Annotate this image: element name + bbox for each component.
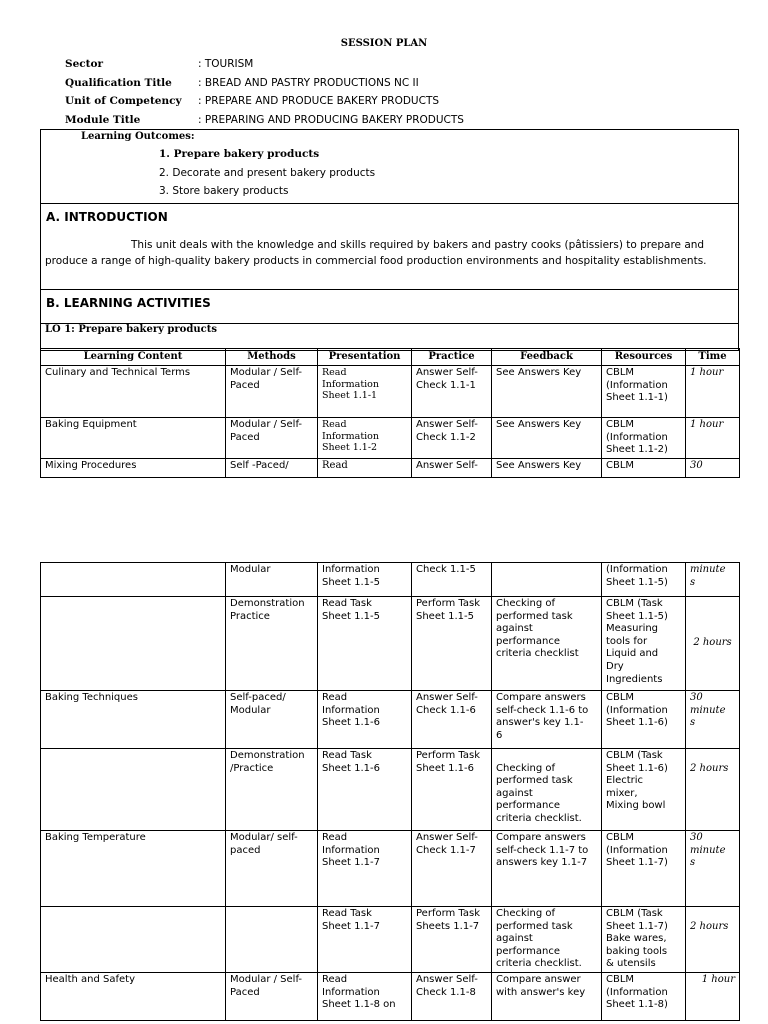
table-cell: Answer Self- Check 1.1-1	[412, 366, 492, 418]
table-cell: Modular / Self- Paced	[226, 366, 318, 418]
meta-row-unit	[65, 92, 464, 111]
meta-value: : BREAD AND PASTRY PRODUCTIONS NC II	[198, 76, 419, 89]
table-cell: Perform Task Sheets 1.1-7	[412, 907, 492, 973]
table-cell: Mixing Procedures	[41, 458, 226, 477]
session-plan-title: SESSION PLAN	[340, 38, 428, 49]
table-cell: CBLM (Information Sheet 1.1-7)	[602, 831, 686, 907]
table-cell	[41, 563, 226, 597]
table-cell: Baking Techniques	[41, 691, 226, 749]
table-row	[41, 597, 740, 691]
table-cell: Modular/ self- paced	[226, 831, 318, 907]
list-item: 2. Decorate and present bakery products	[159, 166, 376, 179]
table-header-row	[41, 349, 740, 366]
table-row	[41, 458, 740, 477]
table-cell: Health and Safety	[41, 972, 226, 1020]
table-row	[41, 691, 740, 749]
table-cell: Compare answers self-check 1.1-6 to answer's key 1.1- 6	[492, 691, 602, 749]
table-cell: Baking Equipment	[41, 418, 226, 459]
table-cell: Read Information Sheet 1.1-7	[318, 831, 412, 907]
table-cell: Check 1.1-5	[412, 563, 492, 597]
learning-outcomes-list	[159, 148, 375, 204]
column-header: Practice	[412, 349, 492, 366]
table-cell: Read Information Sheet 1.1-8 on	[318, 972, 412, 1020]
table-row	[41, 418, 740, 459]
table-cell	[41, 597, 226, 691]
table-cell: Compare answers self-check 1.1-7 to answers key 1.1-7	[492, 831, 602, 907]
table-cell: Checking of performed task against performance criteria checklist.	[492, 907, 602, 973]
table-row	[41, 366, 740, 418]
lo1-heading: LO 1: Prepare bakery products	[45, 324, 217, 335]
list-item: 3. Store bakery products	[159, 185, 289, 197]
table-cell	[492, 563, 602, 597]
table-cell: 1 hour	[686, 366, 740, 418]
table-cell: 1 hour	[686, 972, 740, 1020]
table-cell: CBLM (Information Sheet 1.1-2)	[602, 418, 686, 459]
table-cell: 2 hours	[686, 907, 740, 973]
table-cell: (Information Sheet 1.1-5)	[602, 563, 686, 597]
table-cell: Information Sheet 1.1-5	[318, 563, 412, 597]
activities-table-page2	[40, 562, 740, 1021]
meta-label: Unit of Competency	[65, 95, 182, 108]
meta-row-module	[65, 111, 464, 130]
meta-value: : PREPARING AND PRODUCING BAKERY PRODUCTS	[198, 114, 464, 127]
lo1-section	[41, 324, 738, 350]
table-cell: Answer Self- Check 1.1-2	[412, 418, 492, 459]
table-row	[41, 563, 740, 597]
table-cell: Read	[318, 458, 412, 477]
meta-row-qualification	[65, 74, 464, 93]
table-cell: 2 hours	[686, 597, 740, 691]
meta-label: Sector	[65, 58, 104, 71]
table-cell: minute s	[686, 563, 740, 597]
table-row	[41, 907, 740, 973]
table-cell: CBLM (Information Sheet 1.1-6)	[602, 691, 686, 749]
meta-block	[65, 55, 464, 129]
table-cell: CBLM (Task Sheet 1.1-5) Measuring tools for Liquid and Dry Ingredients	[602, 597, 686, 691]
table-cell: Read Information Sheet 1.1-2	[318, 418, 412, 459]
table-cell: Modular / Self- Paced	[226, 972, 318, 1020]
table-cell: 30 minute s	[686, 831, 740, 907]
column-header: Feedback	[492, 349, 602, 366]
table-cell: Perform Task Sheet 1.1-6	[412, 749, 492, 831]
meta-row-sector	[65, 55, 464, 74]
introduction-heading: A. INTRODUCTION	[46, 210, 168, 224]
table-cell: CBLM (Information Sheet 1.1-1)	[602, 366, 686, 418]
meta-value: : PREPARE AND PRODUCE BAKERY PRODUCTS	[198, 95, 440, 108]
table-cell: 30	[686, 458, 740, 477]
table-cell: Read Task Sheet 1.1-6	[318, 749, 412, 831]
table-cell: Culinary and Technical Terms	[41, 366, 226, 418]
table-cell	[41, 749, 226, 831]
activities-table-page1	[40, 348, 740, 478]
table-cell: Read Information Sheet 1.1-1	[318, 366, 412, 418]
table-cell: Read Information Sheet 1.1-6	[318, 691, 412, 749]
table-cell: Read Task Sheet 1.1-7	[318, 907, 412, 973]
table-cell: CBLM	[602, 458, 686, 477]
learning-outcomes-heading: Learning Outcomes:	[81, 131, 195, 142]
table-cell: Perform Task Sheet 1.1-5	[412, 597, 492, 691]
table-cell: Self -Paced/	[226, 458, 318, 477]
learning-activities-heading: B. LEARNING ACTIVITIES	[46, 296, 211, 310]
column-header: Presentation	[318, 349, 412, 366]
table-cell: Compare answer with answer's key	[492, 972, 602, 1020]
table-row	[41, 972, 740, 1020]
table-cell: CBLM (Task Sheet 1.1-6) Electric mixer, Mixing bowl	[602, 749, 686, 831]
table-cell: Self-paced/ Modular	[226, 691, 318, 749]
introduction-section	[41, 204, 738, 290]
table-cell	[226, 907, 318, 973]
table-cell: See Answers Key	[492, 418, 602, 459]
table-cell: 2 hours	[686, 749, 740, 831]
list-item: 1. Prepare bakery products	[159, 148, 320, 160]
table-cell: Checking of performed task against performance criteria checklist.	[492, 749, 602, 831]
table-cell: Read Task Sheet 1.1-5	[318, 597, 412, 691]
table-cell: Checking of performed task against performance criteria checklist	[492, 597, 602, 691]
meta-label: Qualification Title	[65, 76, 172, 89]
table-cell: Answer Self-	[412, 458, 492, 477]
table-cell: See Answers Key	[492, 458, 602, 477]
table-cell: Demonstration /Practice	[226, 749, 318, 831]
table-cell: Baking Temperature	[41, 831, 226, 907]
column-header: Methods	[226, 349, 318, 366]
table-row	[41, 831, 740, 907]
introduction-text: This unit deals with the knowledge and skills required by bakers and pastry cooks (pâtissiers) to prepare and produce a range of high-quality bakery products in commercial food production environments and hospitality establishments.	[45, 239, 707, 267]
table-cell: 1 hour	[686, 418, 740, 459]
table-cell: Answer Self- Check 1.1-6	[412, 691, 492, 749]
table-cell: Modular / Self- Paced	[226, 418, 318, 459]
table-cell: CBLM (Information Sheet 1.1-8)	[602, 972, 686, 1020]
column-header: Learning Content	[41, 349, 226, 366]
table-cell: CBLM (Task Sheet 1.1-7) Bake wares, baking tools & utensils	[602, 907, 686, 973]
table-cell: Answer Self- Check 1.1-8	[412, 972, 492, 1020]
table-cell: Demonstration Practice	[226, 597, 318, 691]
table-row	[41, 749, 740, 831]
table-cell: 30 minute s	[686, 691, 740, 749]
session-outline-box	[40, 129, 739, 351]
table-cell: See Answers Key	[492, 366, 602, 418]
column-header: Time	[686, 349, 740, 366]
meta-label: Module Title	[65, 114, 141, 127]
column-header: Resources	[602, 349, 686, 366]
table-cell: Modular	[226, 563, 318, 597]
meta-value: : TOURISM	[198, 58, 254, 71]
learning-outcomes-section	[41, 130, 738, 204]
table-cell: Answer Self- Check 1.1-7	[412, 831, 492, 907]
learning-activities-section	[41, 290, 738, 324]
table-cell	[41, 907, 226, 973]
